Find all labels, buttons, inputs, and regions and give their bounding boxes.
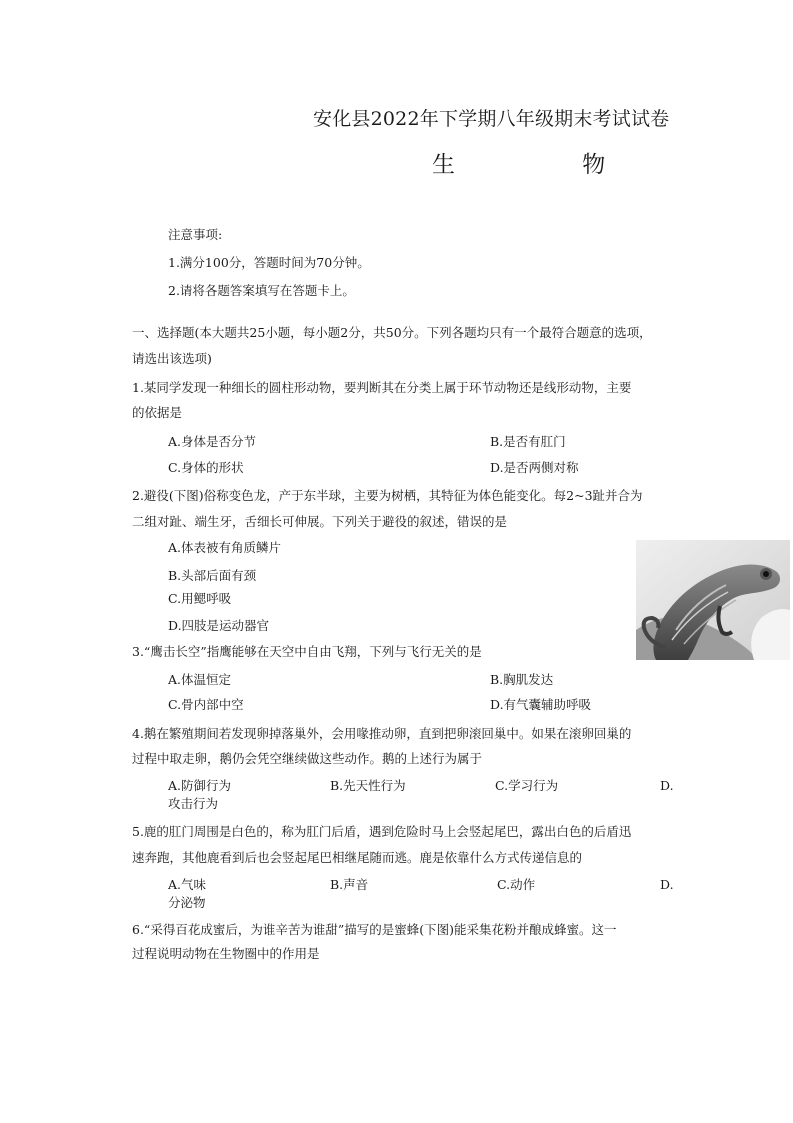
section-intro: 一、选择题(本大题共25小题，每小题2分，共50分。下列各题均只有一个最符合题意的选项， (132, 325, 652, 340)
option-a: A.体温恒定 (168, 672, 232, 687)
question-text: 的依据是 (132, 405, 183, 420)
question-text: 过程说明动物在生物圈中的作用是 (132, 946, 320, 961)
option-b: B.胸肌发达 (490, 672, 554, 687)
question-text: 1.某同学发现一种细长的圆柱形动物，要判断其在分类上属于环节动物还是线形动物，主要 (132, 380, 632, 395)
option-c: C.身体的形状 (168, 460, 244, 475)
option-c: C.骨内部中空 (168, 697, 244, 712)
section-intro: 请选出该选项) (132, 351, 212, 366)
notes-item: 2.请将各题答案填写在答题卡上。 (168, 283, 355, 298)
option-d: D. (660, 877, 674, 892)
option-c: C.学习行为 (495, 778, 559, 793)
option-a: A.身体是否分节 (168, 434, 257, 449)
notes-heading: 注意事项: (168, 227, 223, 242)
option-d: D.四肢是运动器官 (168, 618, 270, 633)
option-c: C.动作 (497, 877, 536, 892)
option-d: D. (660, 778, 674, 793)
option-a: A.气味 (168, 877, 207, 892)
option-b: B.是否有肛门 (490, 434, 566, 449)
chameleon-photo (636, 540, 790, 660)
option-d-text: 攻击行为 (168, 796, 219, 811)
option-a: A.防御行为 (168, 778, 232, 793)
option-b: B.先天性行为 (330, 778, 406, 793)
question-text: 4.鹅在繁殖期间若发现卵掉落巢外，会用喙推动卵，直到把卵滚回巢中。如果在滚卵回巢的 (132, 726, 632, 741)
question-text: 6.“采得百花成蜜后，为谁辛苦为谁甜”描写的是蜜蜂(下图)能采集花粉并酿成蜂蜜。这一 (132, 922, 617, 937)
option-d: D.有气囊辅助呼吸 (490, 697, 592, 712)
option-c: C.用鳃呼吸 (168, 591, 232, 606)
exam-title: 安化县2022年下学期八年级期末考试试卷 (313, 108, 670, 130)
question-text: 3.“鹰击长空”指鹰能够在天空中自由飞翔，下列与飞行无关的是 (132, 644, 482, 659)
subject-title: 生 物 (432, 152, 666, 178)
question-text: 速奔跑，其他鹿看到后也会竖起尾巴相继尾随而逃。鹿是依靠什么方式传递信息的 (132, 850, 583, 865)
question-text: 过程中取走卵，鹅仍会凭空继续做这些动作。鹅的上述行为属于 (132, 751, 483, 766)
notes-item: 1.满分100分，答题时间为70分钟。 (168, 255, 370, 270)
question-text: 二组对趾、端生牙，舌细长可伸展。下列关于避役的叙述，错误的是 (132, 514, 508, 529)
option-d-text: 分泌物 (168, 895, 206, 910)
option-d: D.是否两侧对称 (490, 460, 579, 475)
question-text: 2.避役(下图)俗称变色龙，产于东半球，主要为树栖，其特征为体色能变化。每2~3趾并合为 (132, 488, 643, 503)
option-a: A.体表被有角质鳞片 (168, 540, 282, 555)
option-b: B.头部后面有颈 (168, 568, 257, 583)
option-b: B.声音 (330, 877, 369, 892)
question-text: 5.鹿的肛门周围是白色的，称为肛门后盾，遇到危险时马上会竖起尾巴，露出白色的后盾迅 (132, 824, 632, 839)
